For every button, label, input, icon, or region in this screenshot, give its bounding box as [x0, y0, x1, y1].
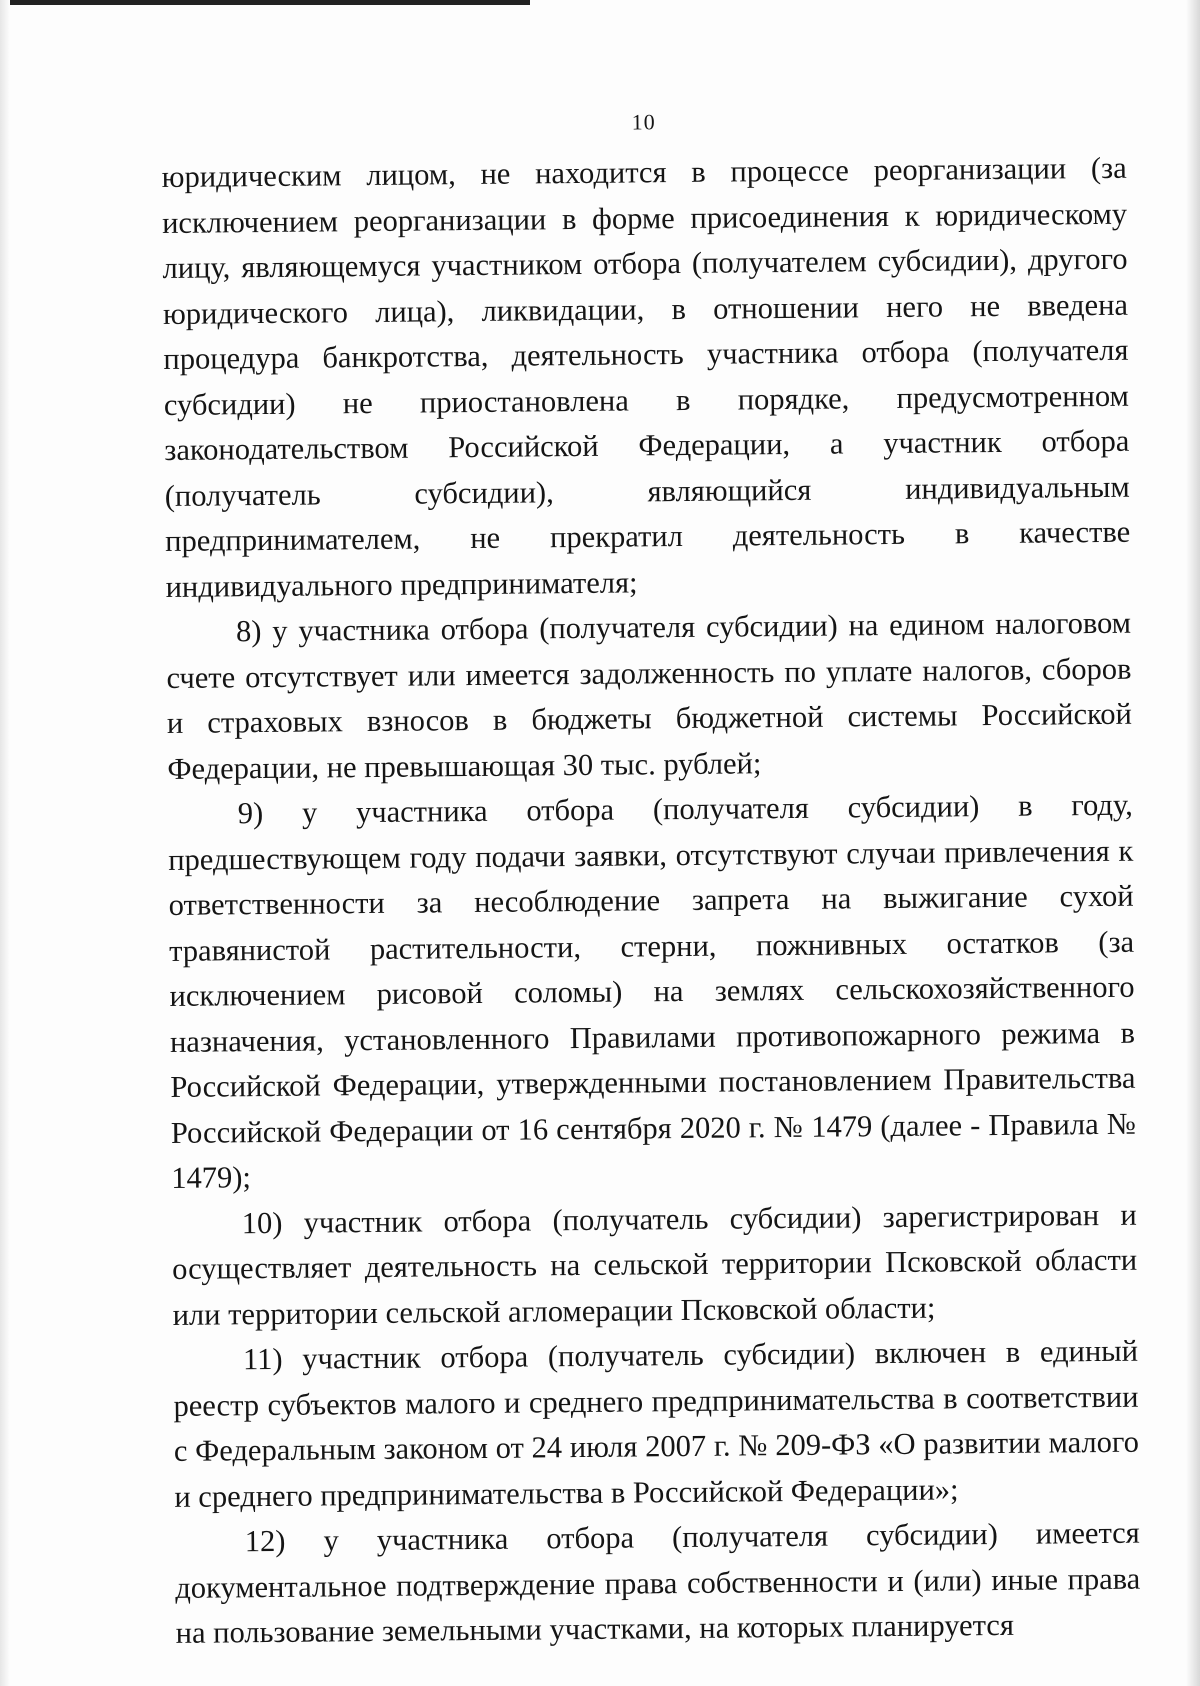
paragraph-continuation: юридическим лицом, не находится в процессе реорганизации (за исключением реорганизации в форме присоединения к юридическому лицу, являющемуся участником отбора (получателем субсидии), другого юридического лица), ликвидации, в отношении него не введена процедура банкротства, деятельность участника отбора (получателя субсидии) не приостановлена в порядке, предусмотренном законодательством Российской Федерации, а участник отбора (получатель субсидии), являющийся индивидуальным предпринимателем, не прекратил деятельность в качестве индивидуального предпринимателя;: [161, 150, 1131, 604]
page-content: [160, 0, 1141, 1686]
document-body: [161, 146, 1140, 1657]
scan-border-left: [0, 0, 10, 1686]
scan-border-right: [1186, 0, 1200, 1686]
page-number: 10: [631, 109, 656, 135]
paragraph-item-8: 8) у участника отбора (получателя субсидии) на едином налоговом счете отсутствует или имеется задолженность по уплате налогов, сборов и страховых взносов в бюджеты бюджетной системы Российской Федерации, не превышающая 30 тыс. рублей;: [166, 605, 1133, 786]
paragraph-item-9: 9) у участника отбора (получателя субсидии) в году, предшествующем году подачи заявки, отсутствуют случаи привлечения к ответственности за несоблюдение запрета на выжигание сухой травянистой растительности, стерни, пожнивных остатков (за исключением рисовой соломы) на землях сельскохозяйственного назначения, установленного Правилами противопожарного режима в Российской Федерации, утвержденными постановлением Правительства Российской Федерации от 16 сентября 2020 г. № 1479 (далее - Правила № 1479);: [168, 787, 1136, 1195]
paragraph-item-11: 11) участник отбора (получатель субсидии) включен в единый реестр субъектов малого и среднего предпринимательства в соответствии с Федеральным законом от 24 июля 2007 г. № 209-ФЗ «О развитии малого и среднего предпринимательства в Российской Федерации»;: [173, 1333, 1140, 1514]
paragraph-item-12: 12) у участника отбора (получателя субсидии) имеется документальное подтверждение права собственности и (или) иные права на пользование земельными участками, на которых планируется: [175, 1515, 1141, 1650]
paragraph-item-10: 10) участник отбора (получатель субсидии) зарегистрирован и осуществляет деятельность на сельской территории Псковской области или территории сельской агломерации Псковской области;: [172, 1197, 1138, 1332]
